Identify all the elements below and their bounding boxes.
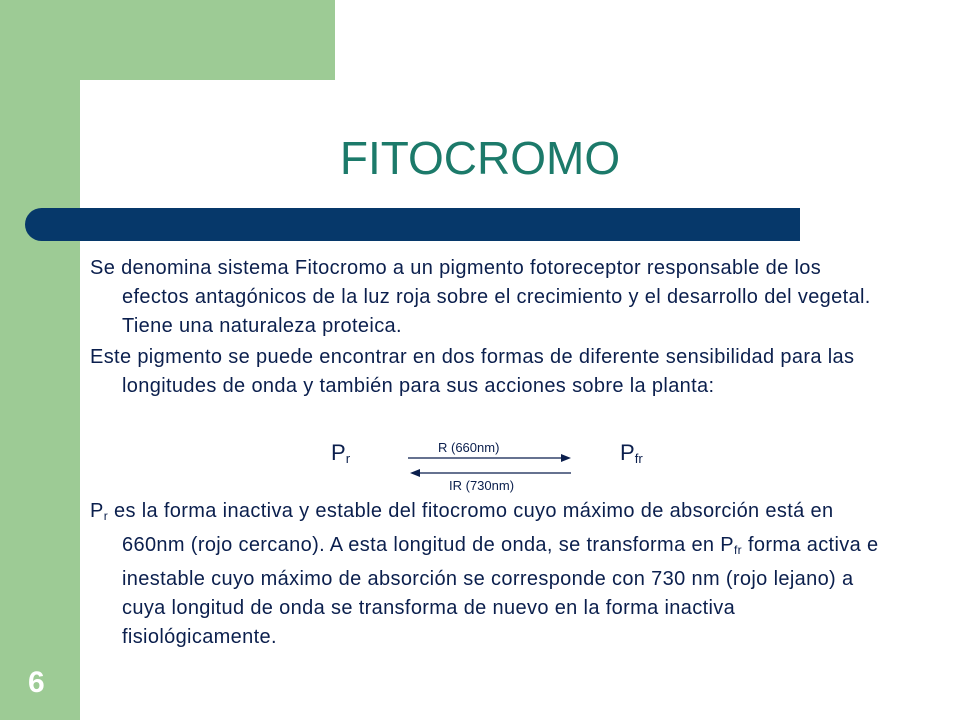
paragraph-forms: Este pigmento se puede encontrar en dos formas de diferente sensibilidad para las longitudes de onda y también para sus acciones sobre la planta:	[90, 346, 855, 397]
slide-number: 6	[28, 666, 45, 699]
form-pr-subscript: r	[345, 451, 351, 466]
reverse-arrowhead	[410, 469, 420, 477]
slide-body-continued	[90, 497, 890, 654]
paragraph-conversion-part-2: forma activa e inestable cuyo máximo de absorción se corresponde con 730 nm (rojo lejano) a cuya longitud de onda se transforma de nuevo en la forma inactiva fisiológicamente.	[122, 534, 879, 648]
forward-arrow-label: R (660nm)	[438, 440, 500, 455]
paragraph-definition: Se denomina sistema Fitocromo a un pigmento fotoreceptor responsable de los efectos antagónicos de la luz roja sobre el crecimiento y el desarrollo del vegetal. Tiene una naturaleza proteica.	[90, 257, 871, 337]
slide-title: FITOCROMO	[339, 132, 621, 184]
paragraph-conversion	[90, 497, 890, 652]
forward-arrowhead	[561, 454, 571, 462]
pr-lead-subscript: r	[103, 509, 109, 523]
form-pr-letter: P	[331, 440, 346, 465]
pr-lead-letter: P	[90, 500, 104, 522]
paragraph-conversion-part-1: es la forma inactiva y estable del fitocromo cuyo máximo de absorción está en 660nm (rojo cercano). A esta longitud de onda, se transforma en P	[108, 500, 834, 556]
reverse-arrow-label: IR (730nm)	[449, 478, 515, 493]
pfr-inline-subscript: fr	[734, 543, 743, 557]
form-pfr-subscript: fr	[634, 451, 643, 466]
form-pfr-letter: P	[620, 440, 635, 465]
